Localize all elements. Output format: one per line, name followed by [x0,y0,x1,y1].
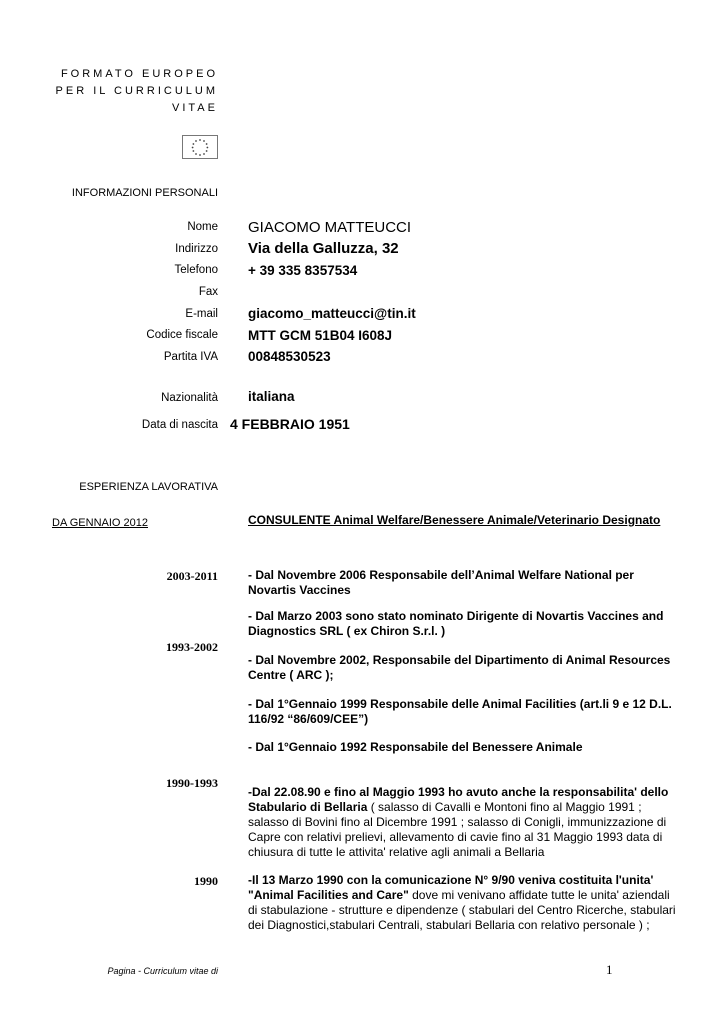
experience-entry-text: - Dal 1°Gennaio 1999 Responsabile delle Animal Facilities (art.li 9 e 12 D.L. 116/92 “86/609/CEE”) [248,697,672,726]
value-nome: GIACOMO MATTEUCCI [248,219,412,236]
label-data-nascita: Data di nascita [141,419,218,431]
cv-format-title [56,66,218,117]
experience-entry [248,697,678,727]
value-nazionalita: italiana [248,389,295,404]
label-email: E-mail [185,308,218,320]
footer-label: Pagina - Curriculum vitae di [107,966,218,976]
experience-period [52,515,148,529]
label-indirizzo: Indirizzo [175,243,218,255]
value-telefono: + 39 335 8357534 [248,263,358,278]
label-telefono: Telefono [174,264,218,276]
work-experience-heading [79,481,218,494]
experience-entry-normal: dove mi venivano affidate tutte le unita' aziendali di stabulazione - strutture e dipendenze ( stabulari del Centro Ricerche, stabulari dei Diagnostici,stabulari Centrali, stabulari Bellaria con relativo personale ) ; [248,888,676,932]
experience-period-text: DA GENNAIO 2012 [52,517,148,529]
page-number: 1 [606,962,613,977]
personal-info-heading [72,187,218,200]
value-partita-iva: 00848530523 [248,349,331,364]
title-line-1: FORMATO EUROPEO [60,68,218,80]
experience-entry-text: - Dal Marzo 2003 sono stato nominato Dirigente di Novartis Vaccines and Diagnostics SRL ( ex Chiron S.r.l. ) [248,609,664,638]
year-1990-1993: 1990-1993 [166,776,218,790]
experience-entry [248,785,678,860]
value-indirizzo: Via della Galluzza, 32 [248,240,399,257]
experience-entry [248,568,678,598]
experience-entry-text: - Dal Novembre 2006 Responsabile dell’Animal Welfare National per Novartis Vaccines [248,568,634,597]
work-experience-heading-text: ESPERIENZA LAVORATIVA [79,481,218,493]
year-1990: 1990 [194,874,218,888]
eu-flag-icon [182,135,218,159]
value-data-nascita: 4 FEBBRAIO 1951 [230,416,350,432]
experience-entry-normal: ( salasso di Cavalli e Montoni fino al Maggio 1991 ; salasso di Bovini fino al Dicembre 1991 ; salasso di Conigli, immunizzazione di Capre con relativi prelievi, allevamento di cavie fino al 31 Maggio 1993 data di chiusura di tutte le attivita' relative agli animali a Bellaria [248,800,667,859]
value-codice-fiscale: MTT GCM 51B04 I608J [248,328,393,343]
personal-info-heading-text: INFORMAZIONI PERSONALI [71,187,218,199]
label-codice-fiscale: Codice fiscale [146,329,218,341]
experience-entry-bold: -Il 13 Marzo 1990 con la comunicazione N° 9/90 veniva costituita l'unita' "Animal Facilities and Care" [248,873,654,902]
label-nazionalita: Nazionalità [161,392,218,404]
experience-entry [248,873,678,933]
experience-entry [248,653,678,683]
experience-entry [248,740,678,755]
value-email: giacomo_matteucci@tin.it [248,306,416,321]
experience-entry-text: - Dal Novembre 2002, Responsabile del Dipartimento di Animal Resources Centre ( ARC ); [248,653,671,682]
year-1993-2002: 1993-2002 [166,640,218,654]
label-fax: Fax [198,286,218,298]
experience-entry [248,609,678,639]
label-nome: Nome [187,221,218,233]
experience-entry-bold: -Dal 22.08.90 e fino al Maggio 1993 ho avuto anche la responsabilita' dello Stabulario di Bellaria [248,785,669,814]
label-partita-iva: Partita IVA [163,351,218,363]
experience-entry-text: - Dal 1°Gennaio 1992 Responsabile del Benessere Animale [248,740,583,754]
title-line-3: VITAE [172,102,218,114]
year-2003-2011: 2003-2011 [166,569,218,583]
title-line-2: PER IL CURRICULUM [55,85,218,97]
experience-role: CONSULENTE Animal Welfare/Benessere Animale/Veterinario Designato [248,513,661,527]
